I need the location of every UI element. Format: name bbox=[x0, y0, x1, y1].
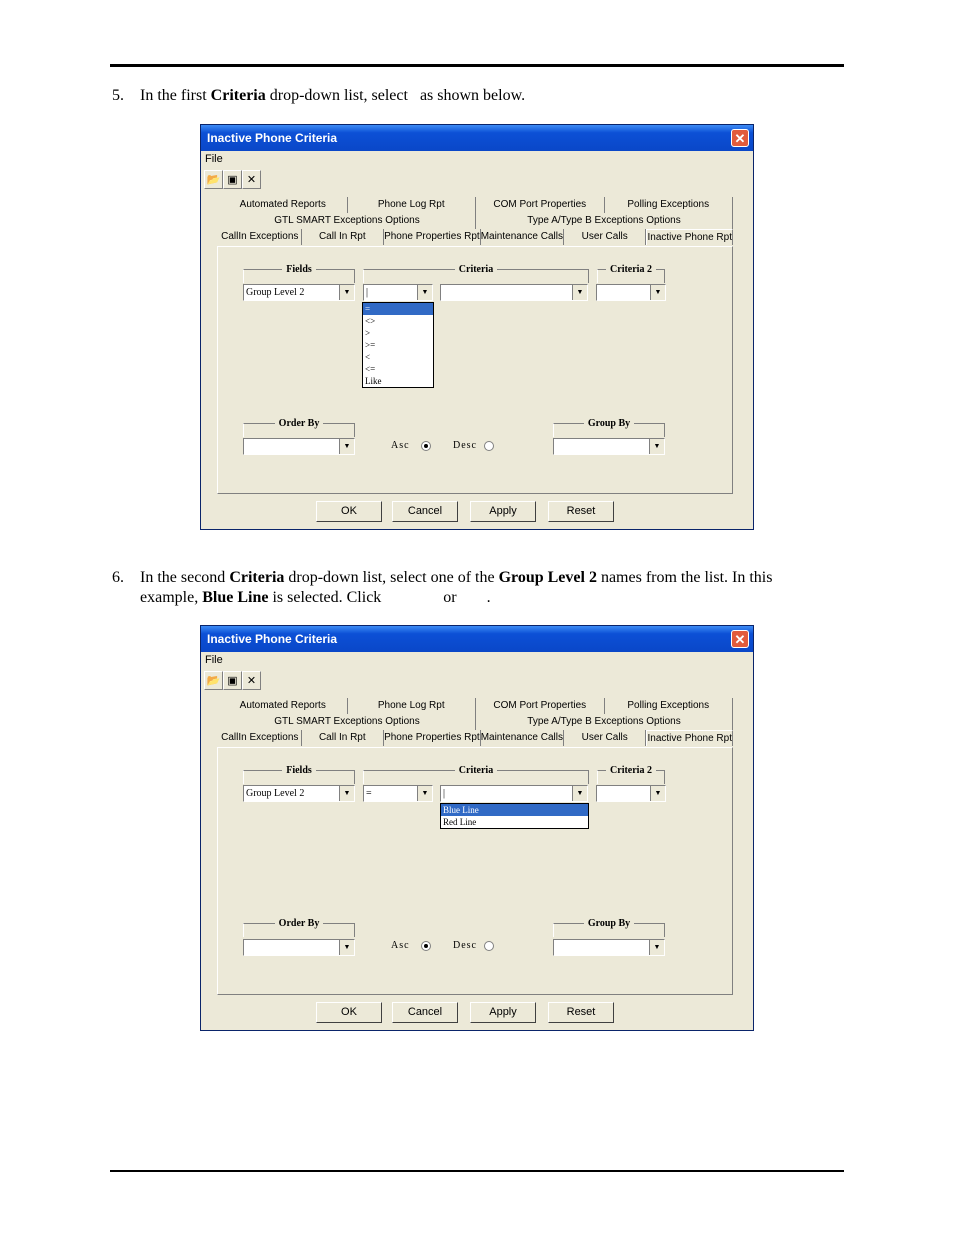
apply-button[interactable]: Apply bbox=[470, 1002, 536, 1023]
chevron-down-icon[interactable]: ▼ bbox=[417, 285, 432, 300]
list-item[interactable]: = bbox=[363, 303, 433, 315]
chevron-down-icon[interactable]: ▼ bbox=[339, 439, 354, 454]
desc-radio[interactable] bbox=[484, 441, 494, 451]
step-text: In the first Criteria drop-down list, select as shown below. bbox=[140, 87, 526, 104]
reset-button[interactable]: Reset bbox=[548, 501, 614, 522]
tab-user-calls[interactable]: User Calls bbox=[564, 730, 647, 746]
tab-inactive-phone-rpt[interactable]: Inactive Phone Rpt bbox=[646, 229, 733, 245]
tab-call-in-rpt[interactable]: Call In Rpt bbox=[302, 229, 385, 245]
apply-button[interactable]: Apply bbox=[470, 501, 536, 522]
asc-radio[interactable] bbox=[421, 941, 431, 951]
chevron-down-icon[interactable]: ▼ bbox=[339, 786, 354, 801]
tab-com-port-properties[interactable]: COM Port Properties bbox=[476, 197, 605, 213]
ok-button[interactable]: OK bbox=[316, 1002, 382, 1023]
open-folder-icon[interactable]: 📂 bbox=[204, 170, 223, 189]
dialog-inactive-phone-criteria-1 bbox=[200, 124, 754, 530]
tab-type-a-b-exceptions[interactable]: Type A/Type B Exceptions Options bbox=[476, 213, 733, 229]
list-item[interactable]: >= bbox=[365, 340, 376, 350]
list-item[interactable]: > bbox=[365, 328, 371, 338]
group-by-group: Group By bbox=[553, 923, 665, 937]
fields-group: Fields bbox=[243, 770, 355, 784]
list-item[interactable]: Blue Line bbox=[441, 804, 588, 816]
tab-maintenance-calls[interactable]: Maintenance Calls bbox=[481, 229, 564, 245]
chevron-down-icon[interactable]: ▼ bbox=[650, 285, 665, 300]
chevron-down-icon[interactable]: ▼ bbox=[339, 285, 354, 300]
criteria2-combo[interactable] bbox=[596, 785, 666, 802]
tab-phone-properties-rpt[interactable]: Phone Properties Rpt bbox=[384, 229, 481, 245]
tab-polling-exceptions[interactable]: Polling Exceptions bbox=[605, 197, 734, 213]
chevron-down-icon[interactable]: ▼ bbox=[572, 786, 587, 801]
desc-label: Desc bbox=[453, 440, 477, 451]
tab-call-in-rpt[interactable]: Call In Rpt bbox=[302, 730, 385, 746]
menu-file[interactable]: File bbox=[205, 153, 223, 165]
tab-type-a-b-exceptions[interactable]: Type A/Type B Exceptions Options bbox=[476, 714, 733, 730]
tab-strip bbox=[219, 197, 733, 245]
fields-combo[interactable]: Group Level 2 ▼ bbox=[243, 284, 355, 301]
tab-maintenance-calls[interactable]: Maintenance Calls bbox=[481, 730, 564, 746]
tab-com-port-properties[interactable]: COM Port Properties bbox=[476, 698, 605, 714]
toolbar bbox=[204, 170, 261, 190]
footer-rule bbox=[110, 1170, 844, 1172]
criteria-value-combo[interactable] bbox=[440, 284, 588, 301]
delete-icon[interactable]: ✕ bbox=[242, 170, 261, 189]
group-by-combo[interactable] bbox=[553, 939, 665, 956]
chevron-down-icon[interactable]: ▼ bbox=[649, 439, 664, 454]
fields-group: Fields bbox=[243, 269, 355, 283]
tab-automated-reports[interactable]: Automated Reports bbox=[219, 197, 348, 213]
tab-user-calls[interactable]: User Calls bbox=[564, 229, 647, 245]
tab-phone-log-rpt[interactable]: Phone Log Rpt bbox=[348, 698, 477, 714]
tab-phone-log-rpt[interactable]: Phone Log Rpt bbox=[348, 197, 477, 213]
window-title: Inactive Phone Criteria bbox=[207, 632, 338, 646]
asc-label: Asc bbox=[391, 440, 410, 451]
criteria-group: Criteria bbox=[363, 770, 589, 784]
list-item[interactable]: <> bbox=[365, 316, 376, 326]
chevron-down-icon[interactable]: ▼ bbox=[650, 786, 665, 801]
step-number: 6. bbox=[112, 569, 124, 586]
chevron-down-icon[interactable]: ▼ bbox=[572, 285, 587, 300]
desc-radio[interactable] bbox=[484, 941, 494, 951]
close-icon[interactable]: ✕ bbox=[731, 129, 749, 147]
step-number: 5. bbox=[112, 87, 124, 104]
criteria-value-dropdown-list bbox=[440, 803, 589, 829]
group-by-group: Group By bbox=[553, 423, 665, 437]
chevron-down-icon[interactable]: ▼ bbox=[649, 940, 664, 955]
dialog-inactive-phone-criteria-2 bbox=[200, 625, 754, 1031]
title-bar bbox=[201, 626, 753, 652]
reset-button[interactable]: Reset bbox=[548, 1002, 614, 1023]
list-item[interactable]: <= bbox=[365, 364, 376, 374]
delete-icon[interactable]: ✕ bbox=[242, 671, 261, 690]
order-by-combo[interactable] bbox=[243, 939, 355, 956]
order-by-combo[interactable] bbox=[243, 438, 355, 455]
group-by-combo[interactable] bbox=[553, 438, 665, 455]
close-icon[interactable]: ✕ bbox=[731, 630, 749, 648]
criteria2-group: Criteria 2 bbox=[597, 269, 665, 283]
list-item[interactable]: Like bbox=[365, 376, 382, 386]
tab-callin-exceptions[interactable]: CallIn Exceptions bbox=[219, 730, 302, 746]
tab-phone-properties-rpt[interactable]: Phone Properties Rpt bbox=[384, 730, 481, 746]
window-title: Inactive Phone Criteria bbox=[207, 131, 338, 145]
tab-inactive-phone-rpt[interactable]: Inactive Phone Rpt bbox=[646, 730, 733, 746]
list-item[interactable]: < bbox=[365, 352, 371, 362]
cancel-button[interactable]: Cancel bbox=[392, 501, 458, 522]
tab-polling-exceptions[interactable]: Polling Exceptions bbox=[605, 698, 734, 714]
list-item[interactable]: Red Line bbox=[443, 817, 477, 827]
tab-strip bbox=[219, 698, 733, 746]
tab-gtl-smart-exceptions[interactable]: GTL SMART Exceptions Options bbox=[219, 714, 476, 730]
operator-combo[interactable]: | ▼ bbox=[363, 284, 433, 301]
chevron-down-icon[interactable]: ▼ bbox=[417, 786, 432, 801]
cancel-button[interactable]: Cancel bbox=[392, 1002, 458, 1023]
open-folder-icon[interactable]: 📂 bbox=[204, 671, 223, 690]
operator-dropdown-list bbox=[362, 302, 434, 388]
asc-label: Asc bbox=[391, 940, 410, 951]
fields-combo[interactable]: Group Level 2 ▼ bbox=[243, 785, 355, 802]
desc-label: Desc bbox=[453, 940, 477, 951]
title-bar bbox=[201, 125, 753, 151]
criteria2-combo[interactable] bbox=[596, 284, 666, 301]
toolbar bbox=[204, 671, 261, 691]
criteria-value-combo[interactable]: | ▼ bbox=[440, 785, 588, 802]
step-text: In the second Criteria drop-down list, select one of the Group Level 2 names from the list. In this example, Blue Line is selected. Click or . bbox=[140, 569, 773, 606]
save-icon[interactable]: ▣ bbox=[223, 671, 242, 690]
criteria-group: Criteria bbox=[363, 269, 589, 283]
chevron-down-icon[interactable]: ▼ bbox=[339, 940, 354, 955]
criteria2-group: Criteria 2 bbox=[597, 770, 665, 784]
header-rule bbox=[110, 64, 844, 67]
ok-button[interactable]: OK bbox=[316, 501, 382, 522]
tab-gtl-smart-exceptions[interactable]: GTL SMART Exceptions Options bbox=[219, 213, 476, 229]
menu-file[interactable]: File bbox=[205, 654, 223, 666]
order-by-group: Order By bbox=[243, 923, 355, 937]
order-by-group: Order By bbox=[243, 423, 355, 437]
save-icon[interactable]: ▣ bbox=[223, 170, 242, 189]
asc-radio[interactable] bbox=[421, 441, 431, 451]
tab-automated-reports[interactable]: Automated Reports bbox=[219, 698, 348, 714]
operator-combo[interactable]: = ▼ bbox=[363, 785, 433, 802]
tab-callin-exceptions[interactable]: CallIn Exceptions bbox=[219, 229, 302, 245]
